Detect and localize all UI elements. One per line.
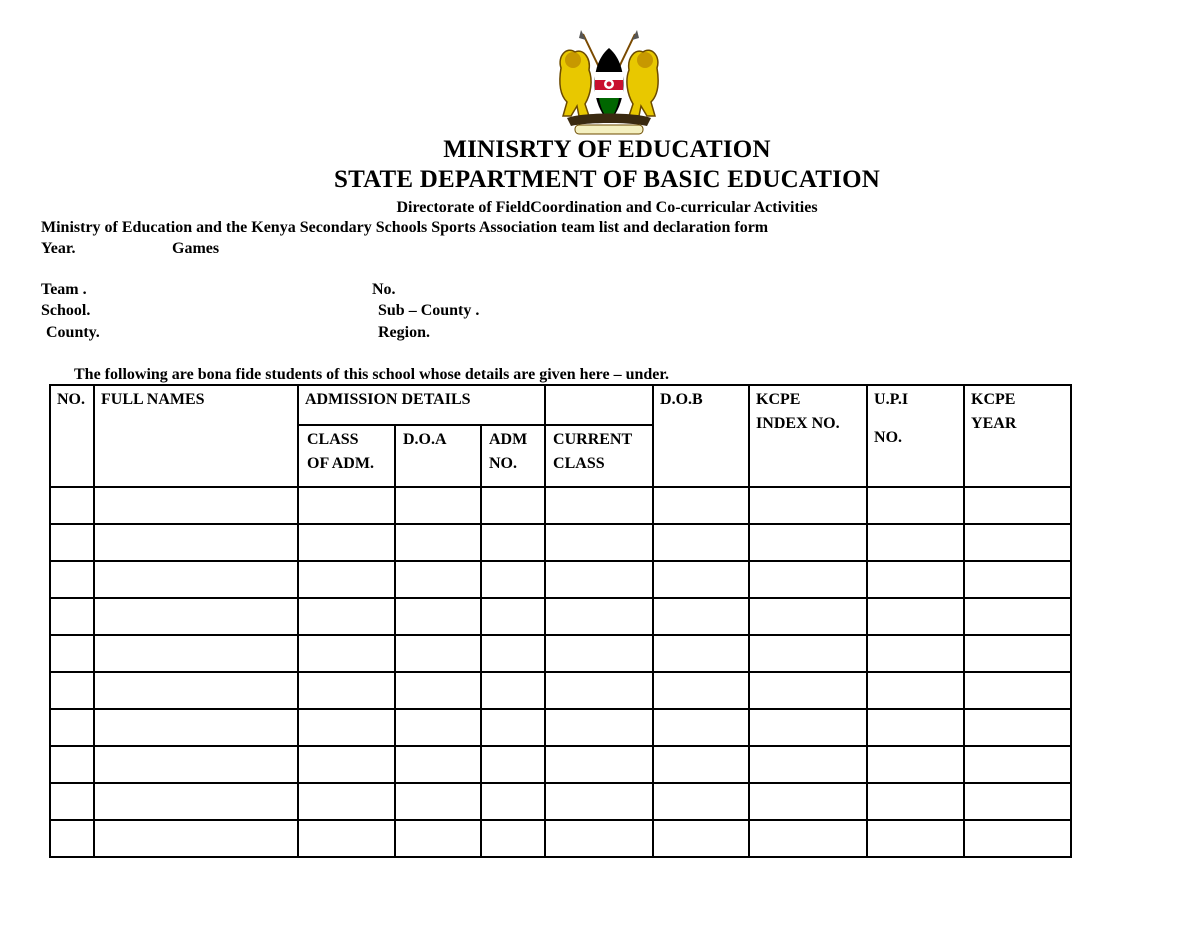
- header-no: [50, 385, 94, 487]
- table-cell[interactable]: [50, 561, 94, 598]
- table-cell[interactable]: [94, 635, 298, 672]
- table-cell[interactable]: [50, 635, 94, 672]
- table-cell[interactable]: [298, 487, 395, 524]
- region-label: Region.: [378, 324, 430, 341]
- table-cell[interactable]: [94, 598, 298, 635]
- table-cell[interactable]: [653, 820, 749, 857]
- team-list-table: [49, 384, 1072, 858]
- table-row: [50, 635, 1071, 672]
- table-cell[interactable]: [749, 598, 867, 635]
- table-row: [50, 709, 1071, 746]
- table-cell[interactable]: [653, 561, 749, 598]
- table-cell[interactable]: [653, 598, 749, 635]
- form-title: Ministry of Education and the Kenya Secondary Schools Sports Association team list and declaration form: [41, 219, 769, 236]
- table-cell[interactable]: [298, 709, 395, 746]
- table-cell[interactable]: [481, 820, 545, 857]
- department-title: STATE DEPARTMENT OF BASIC EDUCATION: [333, 166, 880, 193]
- table-row: [50, 561, 1071, 598]
- table-cell[interactable]: [298, 820, 395, 857]
- table-cell[interactable]: [749, 746, 867, 783]
- table-cell[interactable]: [867, 598, 964, 635]
- table-cell[interactable]: [653, 746, 749, 783]
- header-dob-label: D.O.B: [660, 391, 703, 408]
- table-cell[interactable]: [50, 524, 94, 561]
- table-cell[interactable]: [545, 598, 653, 635]
- table-header-row: [50, 385, 1071, 487]
- table-cell[interactable]: [481, 561, 545, 598]
- table-cell[interactable]: [50, 709, 94, 746]
- table-cell[interactable]: [395, 672, 481, 709]
- header-full-names: [94, 385, 298, 487]
- table-cell[interactable]: [50, 783, 94, 820]
- header-admission-details-label: ADMISSION DETAILS: [305, 391, 471, 408]
- school-label: School.: [41, 302, 91, 319]
- table-cell[interactable]: [298, 746, 395, 783]
- table-cell[interactable]: [653, 487, 749, 524]
- directorate-subtitle: Directorate of FieldCoordination and Co-curricular Activities: [396, 199, 818, 216]
- header-full-names-label: FULL NAMES: [101, 391, 205, 408]
- table-row: [50, 820, 1071, 857]
- header-no-label: NO.: [57, 391, 85, 408]
- table-row: [50, 783, 1071, 820]
- header-adm-no: ADM NO.: [489, 431, 528, 472]
- table-row: [50, 524, 1071, 561]
- table-body: [50, 487, 1071, 857]
- header-kcpe-index: [749, 385, 867, 487]
- table-cell[interactable]: [395, 487, 481, 524]
- table-cell[interactable]: [395, 746, 481, 783]
- county-label: County.: [46, 324, 100, 341]
- header-upi: [867, 385, 964, 487]
- year-label: Year.: [41, 240, 76, 257]
- table-cell[interactable]: [94, 487, 298, 524]
- header-upi-label-2: NO.: [874, 429, 903, 446]
- table-cell[interactable]: [653, 672, 749, 709]
- table-cell[interactable]: [298, 783, 395, 820]
- table-cell[interactable]: [964, 635, 1071, 672]
- table-cell[interactable]: [653, 709, 749, 746]
- table-cell[interactable]: [749, 672, 867, 709]
- table-cell[interactable]: [749, 709, 867, 746]
- table-cell[interactable]: [545, 746, 653, 783]
- table-row: [50, 746, 1071, 783]
- table-cell[interactable]: [395, 820, 481, 857]
- table-cell[interactable]: [545, 561, 653, 598]
- table-cell[interactable]: [94, 746, 298, 783]
- table-cell[interactable]: [964, 561, 1071, 598]
- table-cell[interactable]: [481, 524, 545, 561]
- table-cell[interactable]: [481, 598, 545, 635]
- table-cell[interactable]: [395, 635, 481, 672]
- table-row: [50, 487, 1071, 524]
- table-cell[interactable]: [964, 524, 1071, 561]
- table-cell[interactable]: [395, 561, 481, 598]
- table-cell[interactable]: [964, 783, 1071, 820]
- table-cell[interactable]: [481, 783, 545, 820]
- table-cell[interactable]: [867, 783, 964, 820]
- header-upi-label-1: U.P.I: [874, 391, 909, 408]
- ministry-title: MINISRTY OF EDUCATION: [443, 136, 771, 163]
- table-cell[interactable]: [867, 709, 964, 746]
- table-cell[interactable]: [867, 672, 964, 709]
- table-cell[interactable]: [50, 746, 94, 783]
- table-cell[interactable]: [298, 635, 395, 672]
- table-cell[interactable]: [964, 709, 1071, 746]
- table-cell[interactable]: [749, 783, 867, 820]
- table-cell[interactable]: [50, 672, 94, 709]
- table-cell[interactable]: [298, 524, 395, 561]
- table-cell[interactable]: [749, 561, 867, 598]
- table-cell[interactable]: [749, 635, 867, 672]
- header-kcpe-year-label: KCPE YEAR: [971, 391, 1017, 432]
- header-dob: [653, 385, 749, 487]
- table-cell[interactable]: [545, 524, 653, 561]
- table-cell[interactable]: [94, 820, 298, 857]
- table-cell[interactable]: [867, 561, 964, 598]
- admission-divider-2: [480, 425, 482, 486]
- current-class-split-line: [544, 424, 654, 426]
- table-cell[interactable]: [395, 598, 481, 635]
- table-cell[interactable]: [545, 487, 653, 524]
- table-cell[interactable]: [749, 524, 867, 561]
- table-cell[interactable]: [964, 598, 1071, 635]
- admission-split-line: [297, 424, 546, 426]
- table-cell[interactable]: [94, 561, 298, 598]
- table-cell[interactable]: [395, 783, 481, 820]
- table-cell[interactable]: [749, 820, 867, 857]
- no-label: No.: [372, 281, 396, 298]
- table-cell[interactable]: [395, 709, 481, 746]
- team-label: Team .: [41, 281, 87, 298]
- table-cell[interactable]: [298, 598, 395, 635]
- games-label: Games: [172, 240, 220, 257]
- table-row: [50, 598, 1071, 635]
- coat-of-arms-icon: [553, 28, 665, 136]
- table-cell[interactable]: [545, 709, 653, 746]
- table-cell[interactable]: [298, 672, 395, 709]
- table-cell[interactable]: [545, 783, 653, 820]
- table-cell[interactable]: [481, 746, 545, 783]
- header-admission-details: [298, 385, 545, 487]
- table-cell[interactable]: [481, 672, 545, 709]
- table-cell[interactable]: [867, 746, 964, 783]
- table-cell[interactable]: [964, 672, 1071, 709]
- admission-divider-1: [394, 425, 396, 486]
- table-cell[interactable]: [653, 635, 749, 672]
- table-cell[interactable]: [94, 709, 298, 746]
- table-cell[interactable]: [867, 820, 964, 857]
- table-cell[interactable]: [545, 635, 653, 672]
- header-kcpe-year: [964, 385, 1071, 487]
- sub-county-label: Sub – County .: [378, 302, 480, 319]
- table-cell[interactable]: [94, 783, 298, 820]
- header-kcpe-index-label: KCPE INDEX NO.: [756, 391, 840, 432]
- table-cell[interactable]: [50, 820, 94, 857]
- table-cell[interactable]: [481, 487, 545, 524]
- header-current-class: [545, 385, 653, 487]
- table-cell[interactable]: [867, 524, 964, 561]
- table-cell[interactable]: [964, 746, 1071, 783]
- table-cell[interactable]: [964, 820, 1071, 857]
- table-cell[interactable]: [50, 598, 94, 635]
- table-cell[interactable]: [964, 487, 1071, 524]
- table-cell[interactable]: [545, 820, 653, 857]
- header-class-of-adm: CLASS OF ADM.: [307, 431, 374, 472]
- table-cell[interactable]: [50, 487, 94, 524]
- header-doa: D.O.A: [403, 431, 447, 448]
- table-cell[interactable]: [653, 524, 749, 561]
- table-cell[interactable]: [545, 672, 653, 709]
- table-cell[interactable]: [867, 635, 964, 672]
- table-cell[interactable]: [94, 524, 298, 561]
- table-cell[interactable]: [867, 487, 964, 524]
- table-cell[interactable]: [298, 561, 395, 598]
- table-cell[interactable]: [749, 487, 867, 524]
- header-current-class-label: CURRENT CLASS: [553, 431, 633, 472]
- table-cell[interactable]: [94, 672, 298, 709]
- table-cell[interactable]: [481, 709, 545, 746]
- declaration-statement: The following are bona fide students of this school whose details are given here – under.: [74, 366, 670, 383]
- table-row: [50, 672, 1071, 709]
- table-cell[interactable]: [653, 783, 749, 820]
- table-cell[interactable]: [481, 635, 545, 672]
- table-cell[interactable]: [395, 524, 481, 561]
